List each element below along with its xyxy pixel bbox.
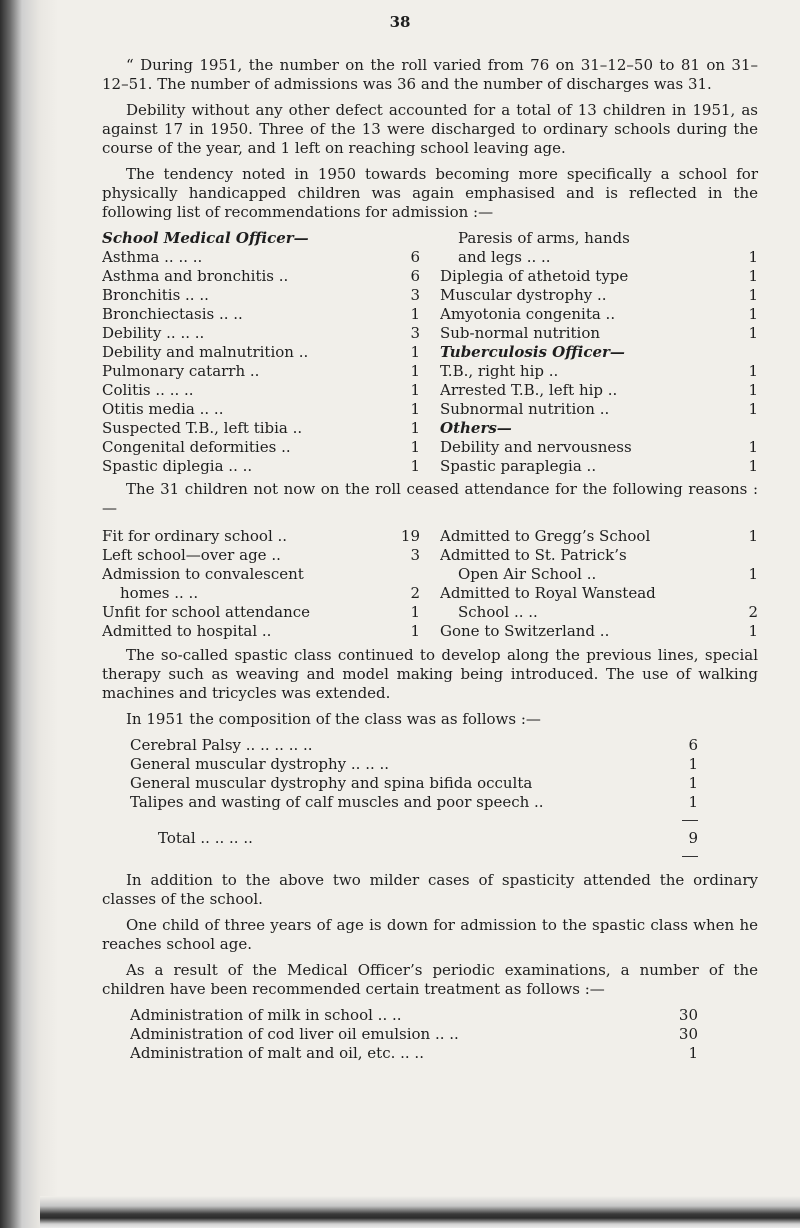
composition-label: General muscular dystrophy .. .. .. — [130, 755, 390, 773]
reason-row — [440, 603, 758, 622]
treatment-label: Administration of malt and oil, etc. .. .. — [130, 1044, 424, 1062]
recommendation-count: 1 — [748, 305, 758, 323]
recommendation-label: Bronchitis .. .. — [102, 286, 209, 304]
reason-count: 1 — [748, 622, 758, 640]
recommendations-left-column — [102, 229, 420, 476]
reason-label: Admitted to hospital .. — [102, 622, 272, 640]
recommendation-label: Amyotonia congenita .. — [440, 305, 616, 323]
reasons-intro: The 31 children not now on the roll ceased attendance for the following reasons :— — [102, 480, 758, 517]
recommendation-count: 1 — [748, 362, 758, 380]
paresis-heading-line: Paresis of arms, hands — [458, 229, 630, 247]
intro-paragraph: Debility without any other defect accounted for a total of 13 children in 1951, as against 17 in 1950. Three of the 13 were discharged to ordinary schools during the course of the year, and 1 left on reaching school leaving age. — [102, 101, 758, 157]
recommendation-count: 1 — [748, 324, 758, 342]
reason-count: 1 — [410, 622, 420, 640]
reason-count: 1 — [410, 603, 420, 621]
reason-row — [440, 622, 758, 641]
recommendation-row — [102, 400, 420, 419]
reason-count — [744, 546, 758, 565]
treatment-label: Administration of milk in school .. .. — [130, 1006, 402, 1024]
right-group-paresis — [440, 248, 758, 343]
reason-label: homes .. .. — [120, 584, 199, 602]
closing-paragraph: As a result of the Medical Officer’s periodic examinations, a number of the children have been recommended certain treatment as follows :— — [102, 961, 758, 998]
recommendation-row — [440, 286, 758, 305]
composition-total-block — [130, 820, 698, 857]
composition-count: 1 — [688, 755, 698, 773]
composition-row — [130, 736, 698, 755]
intro-paragraph: “ During 1951, the number on the roll varied from 76 on 31–12–50 to 81 on 31–12–51. The number of admissions was 36 and the number of discharges was 31. — [102, 56, 758, 93]
recommendation-row — [440, 362, 758, 381]
recommendation-count: 1 — [410, 438, 420, 456]
composition-count: 1 — [688, 774, 698, 792]
reason-count: 1 — [748, 527, 758, 545]
reason-label: Left school—over age .. — [102, 546, 281, 564]
recommendation-label: Debility .. .. .. — [102, 324, 205, 342]
reason-label: Open Air School .. — [458, 565, 597, 583]
composition-label: Cerebral Palsy .. .. .. .. .. — [130, 736, 313, 754]
total-label: Total .. .. .. .. — [158, 829, 253, 847]
school-medical-officer-heading: School Medical Officer— — [102, 229, 309, 247]
recommendation-label: Pulmonary catarrh .. — [102, 362, 260, 380]
document-body — [102, 56, 758, 1063]
recommendation-count: 1 — [410, 457, 420, 475]
recommendation-row — [102, 305, 420, 324]
recommendation-count: 6 — [410, 267, 420, 285]
recommendations-list — [102, 229, 758, 476]
recommendation-count: 1 — [748, 267, 758, 285]
composition-row — [130, 774, 698, 793]
middle-paragraph: In 1951 the composition of the class was as follows :— — [126, 710, 541, 728]
recommendation-row — [102, 457, 420, 476]
recommendation-label: Muscular dystrophy .. — [440, 286, 607, 304]
reason-label: Unfit for school attendance — [102, 603, 311, 621]
intro-paragraphs — [102, 56, 758, 222]
recommendation-count: 1 — [748, 248, 758, 266]
recommendation-label: Bronchiectasis .. .. — [102, 305, 243, 323]
reason-row — [102, 603, 420, 622]
reason-count — [744, 584, 758, 603]
reason-count: 19 — [400, 527, 420, 545]
recommendations-right-column — [440, 229, 758, 476]
recommendation-count: 3 — [410, 286, 420, 304]
recommendation-label: Sub-normal nutrition — [440, 324, 601, 342]
reason-count — [406, 565, 420, 584]
recommendation-row — [102, 286, 420, 305]
reasons-list — [102, 527, 758, 641]
recommendation-count: 1 — [748, 400, 758, 418]
right-group-tuberculosis — [440, 362, 758, 419]
recommendation-row — [102, 362, 420, 381]
reason-count: 1 — [748, 565, 758, 583]
reason-label: Fit for ordinary school .. — [102, 527, 288, 545]
treatments-table — [130, 1006, 698, 1063]
composition-label: General muscular dystrophy and spina bifida occulta — [130, 774, 533, 792]
reason-row — [440, 565, 758, 584]
page-binding-shadow — [0, 0, 58, 1228]
recommendation-row — [102, 438, 420, 457]
recommendation-row — [440, 248, 758, 267]
reason-label: Gone to Switzerland .. — [440, 622, 610, 640]
treatment-row — [130, 1006, 698, 1025]
composition-label: Talipes and wasting of calf muscles and poor speech .. — [130, 793, 544, 811]
reason-label: Admitted to Gregg’s School — [440, 527, 651, 545]
recommendation-count: 1 — [748, 286, 758, 304]
reason-row — [102, 584, 420, 603]
recommendation-row — [102, 248, 420, 267]
recommendation-label: Spastic paraplegia .. — [440, 457, 597, 475]
recommendation-label: Suspected T.B., left tibia .. — [102, 419, 303, 437]
recommendation-row — [440, 305, 758, 324]
recommendation-row — [102, 381, 420, 400]
composition-row — [130, 793, 698, 812]
total-count: 9 — [688, 829, 698, 847]
reasons-left-column — [102, 527, 420, 641]
recommendation-label: Subnormal nutrition .. — [440, 400, 610, 418]
treatment-row — [130, 1025, 698, 1044]
composition-count: 1 — [688, 793, 698, 811]
reason-row — [440, 527, 758, 546]
closing-paragraphs — [102, 871, 758, 999]
reason-label: Admitted to Royal Wanstead — [440, 584, 656, 602]
composition-row — [130, 755, 698, 774]
recommendation-row — [440, 324, 758, 343]
recommendation-label: Debility and malnutrition .. — [102, 343, 309, 361]
composition-total-row — [130, 829, 698, 848]
recommendation-row — [440, 381, 758, 400]
recommendation-label: Congenital deformities .. — [102, 438, 291, 456]
recommendation-label: Diplegia of athetoid type — [440, 267, 629, 285]
recommendation-label: Arrested T.B., left hip .. — [440, 381, 618, 399]
recommendation-label: Asthma and bronchitis .. — [102, 267, 289, 285]
closing-paragraph: One child of three years of age is down for admission to the spastic class when he reaches school age. — [102, 916, 758, 953]
page-bottom-edge — [40, 1196, 800, 1228]
reason-row — [440, 546, 758, 565]
recommendation-label: Asthma .. .. .. — [102, 248, 203, 266]
recommendation-row — [102, 343, 420, 362]
reason-label: Admitted to St. Patrick’s — [440, 546, 627, 564]
recommendation-count: 1 — [748, 381, 758, 399]
treatment-row — [130, 1044, 698, 1063]
closing-paragraph: In addition to the above two milder cases of spasticity attended the ordinary classes of the school. — [102, 871, 758, 908]
treatment-count: 1 — [688, 1044, 698, 1062]
tuberculosis-officer-heading: Tuberculosis Officer— — [440, 343, 625, 361]
reason-count: 2 — [748, 603, 758, 621]
intro-paragraph: The tendency noted in 1950 towards becoming more specifically a school for physically handicapped children was again emphasised and is reflected in the following list of recommendations for admission :— — [102, 165, 758, 221]
reason-label: Admission to convalescent — [102, 565, 304, 583]
recommendation-count: 1 — [748, 438, 758, 456]
recommendation-count: 1 — [410, 362, 420, 380]
recommendation-count: 1 — [410, 305, 420, 323]
reason-row — [102, 565, 420, 584]
reason-count: 2 — [410, 584, 420, 602]
page-number: 38 — [389, 13, 411, 31]
others-heading: Others— — [440, 419, 512, 437]
recommendation-row — [440, 400, 758, 419]
recommendation-label: Otitis media .. .. — [102, 400, 224, 418]
recommendation-label: and legs .. .. — [458, 248, 551, 266]
composition-count: 6 — [688, 736, 698, 754]
reason-row — [102, 622, 420, 641]
recommendation-row — [440, 457, 758, 476]
recommendation-count: 3 — [410, 324, 420, 342]
treatment-count: 30 — [678, 1025, 698, 1043]
reason-row — [102, 527, 420, 546]
treatment-label: Administration of cod liver oil emulsion .. .. — [130, 1025, 459, 1043]
recommendation-row — [440, 267, 758, 286]
recommendation-label: Spastic diplegia .. .. — [102, 457, 253, 475]
recommendation-label: Colitis .. .. .. — [102, 381, 194, 399]
total-rule-bottom — [130, 856, 698, 857]
reason-row — [440, 584, 758, 603]
recommendation-count: 1 — [410, 381, 420, 399]
recommendation-row — [102, 419, 420, 438]
treatment-count: 30 — [678, 1006, 698, 1024]
recommendation-count: 1 — [748, 457, 758, 475]
recommendation-count: 6 — [410, 248, 420, 266]
recommendation-label: Debility and nervousness — [440, 438, 632, 456]
reason-count: 3 — [410, 546, 420, 564]
recommendation-count: 1 — [410, 400, 420, 418]
total-rule-top — [130, 820, 698, 821]
recommendation-count: 1 — [410, 343, 420, 361]
recommendation-row — [102, 324, 420, 343]
recommendation-count: 1 — [410, 419, 420, 437]
class-composition-table — [130, 736, 698, 812]
middle-paragraph: The so-called spastic class continued to develop along the previous lines, special therapy such as weaving and model making being introduced. The use of walking machines and tricycles was extended. — [102, 646, 758, 702]
recommendation-label: T.B., right hip .. — [440, 362, 559, 380]
right-group-others — [440, 438, 758, 476]
reasons-right-column — [440, 527, 758, 641]
reason-row — [102, 546, 420, 565]
recommendation-row — [440, 438, 758, 457]
reason-label: School .. .. — [458, 603, 538, 621]
middle-paragraphs — [102, 646, 758, 729]
recommendation-row — [102, 267, 420, 286]
